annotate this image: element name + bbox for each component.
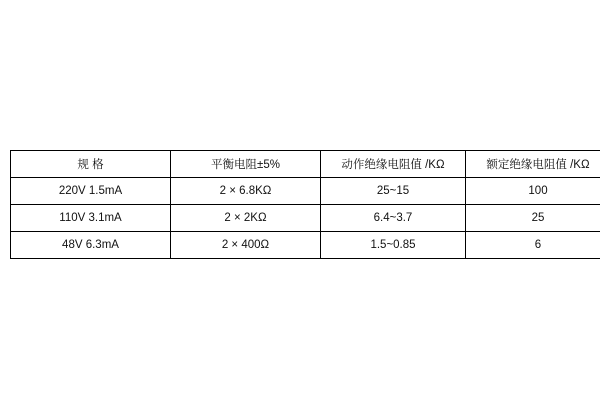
cell-balance-resistance: 2 × 2KΩ [171, 205, 321, 232]
cell-action-insulation-resistance: 1.5~0.85 [321, 232, 466, 259]
column-header-action-insulation-resistance: 动作绝缘电阻值 /KΩ [321, 151, 466, 178]
cell-action-insulation-resistance: 25~15 [321, 178, 466, 205]
cell-spec: 110V 3.1mA [11, 205, 171, 232]
table-row [11, 205, 600, 232]
specification-table [10, 150, 600, 259]
table-row [11, 178, 600, 205]
column-header-balance-resistance: 平衡电阻±5% [171, 151, 321, 178]
cell-spec: 48V 6.3mA [11, 232, 171, 259]
cell-balance-resistance: 2 × 400Ω [171, 232, 321, 259]
cell-spec: 220V 1.5mA [11, 178, 171, 205]
cell-rated-insulation-resistance: 25 [466, 205, 600, 232]
cell-rated-insulation-resistance: 6 [466, 232, 600, 259]
column-header-rated-insulation-resistance: 额定绝缘电阻值 /KΩ [466, 151, 600, 178]
column-header-spec: 规 格 [11, 151, 171, 178]
table-row [11, 232, 600, 259]
cell-balance-resistance: 2 × 6.8KΩ [171, 178, 321, 205]
table-header-row [11, 151, 600, 178]
cell-action-insulation-resistance: 6.4~3.7 [321, 205, 466, 232]
cell-rated-insulation-resistance: 100 [466, 178, 600, 205]
